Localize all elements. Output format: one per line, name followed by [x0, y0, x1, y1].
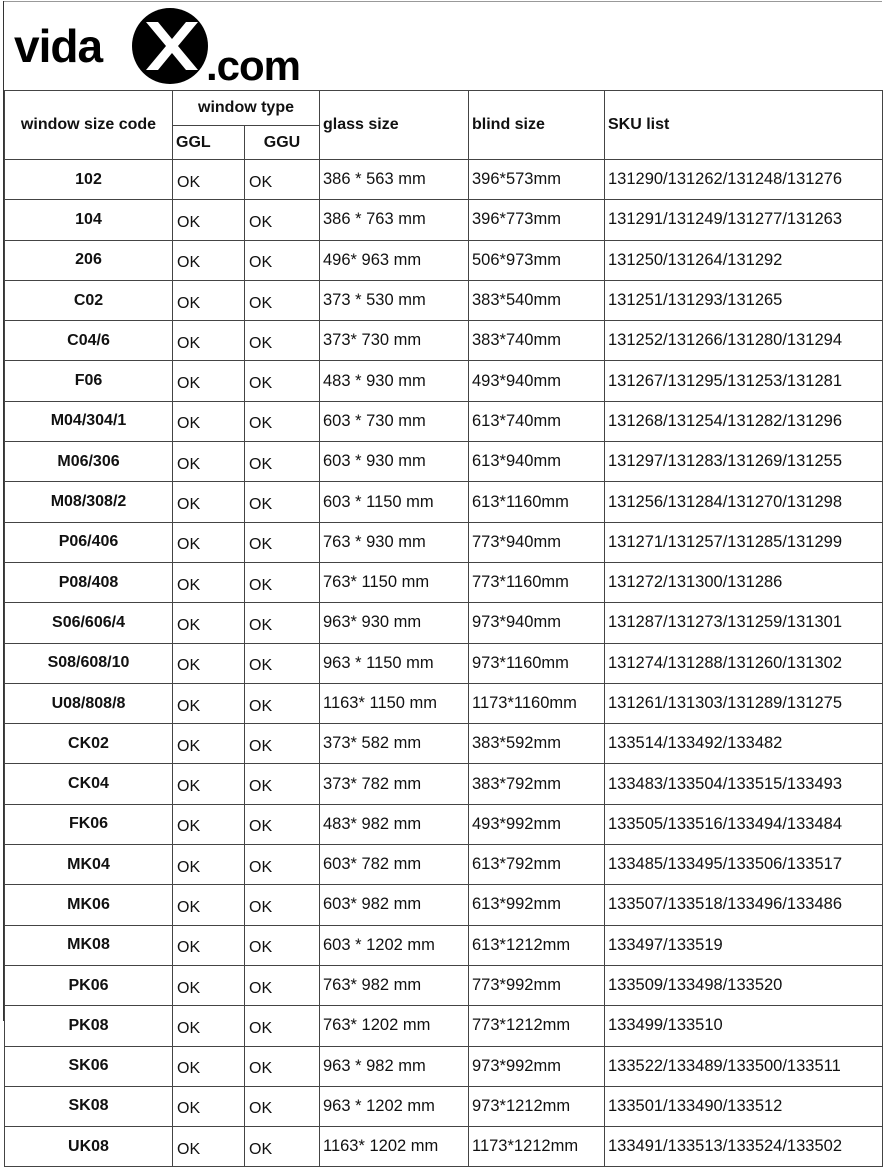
blind-size-cell: 973*1160mm — [469, 643, 605, 683]
glass-size-cell: 603 * 730 mm — [320, 401, 469, 441]
window-size-code-cell: PK06 — [5, 965, 173, 1005]
blind-size-cell: 973*940mm — [469, 603, 605, 643]
window-size-code-cell: 206 — [5, 240, 173, 280]
ggu-cell: OK — [245, 1046, 320, 1086]
blind-size-cell: 506*973mm — [469, 240, 605, 280]
window-size-code-cell: U08/808/8 — [5, 683, 173, 723]
sku-list-cell: 133501/133490/133512 — [605, 1086, 883, 1126]
ggl-cell: OK — [173, 280, 245, 320]
ggu-cell: OK — [245, 885, 320, 925]
blind-size-cell: 1173*1160mm — [469, 683, 605, 723]
window-size-code-cell: UK08 — [5, 1127, 173, 1167]
ggl-cell: OK — [173, 1006, 245, 1046]
table-row — [5, 603, 883, 643]
ggl-cell: OK — [173, 361, 245, 401]
table-row — [5, 401, 883, 441]
window-size-code-cell: S06/606/4 — [5, 603, 173, 643]
ggl-cell: OK — [173, 321, 245, 361]
glass-size-cell: 963 * 1150 mm — [320, 643, 469, 683]
sku-list-cell: 133509/133498/133520 — [605, 965, 883, 1005]
sku-list-cell: 133491/133513/133524/133502 — [605, 1127, 883, 1167]
ggl-cell: OK — [173, 683, 245, 723]
window-size-code-cell: S08/608/10 — [5, 643, 173, 683]
ggu-cell: OK — [245, 482, 320, 522]
ggl-cell: OK — [173, 603, 245, 643]
vidaxl-logo — [14, 6, 324, 86]
glass-size-cell: 603* 982 mm — [320, 885, 469, 925]
blind-size-cell: 973*992mm — [469, 1046, 605, 1086]
blind-size-cell: 613*1212mm — [469, 925, 605, 965]
table-row — [5, 885, 883, 925]
ggu-cell: OK — [245, 280, 320, 320]
sku-list-cell: 131261/131303/131289/131275 — [605, 683, 883, 723]
window-size-code-cell: FK06 — [5, 804, 173, 844]
ggu-cell: OK — [245, 401, 320, 441]
blind-size-cell: 383*740mm — [469, 321, 605, 361]
blind-size-cell: 613*992mm — [469, 885, 605, 925]
ggl-cell: OK — [173, 401, 245, 441]
ggu-cell: OK — [245, 321, 320, 361]
glass-size-cell: 373* 582 mm — [320, 724, 469, 764]
blind-size-cell: 613*792mm — [469, 845, 605, 885]
glass-size-cell: 1163* 1202 mm — [320, 1127, 469, 1167]
glass-size-cell: 386 * 563 mm — [320, 160, 469, 200]
ggl-cell: OK — [173, 764, 245, 804]
sku-list-cell: 133505/133516/133494/133484 — [605, 804, 883, 844]
glass-size-cell: 763* 1150 mm — [320, 562, 469, 602]
header-window-size-code: window size code — [5, 91, 173, 160]
vidaxl-logo-graphic — [14, 6, 324, 86]
sku-list-cell: 133522/133489/133500/133511 — [605, 1046, 883, 1086]
sku-list-cell: 133485/133495/133506/133517 — [605, 845, 883, 885]
ggl-cell: OK — [173, 885, 245, 925]
sku-list-cell: 133507/133518/133496/133486 — [605, 885, 883, 925]
ggu-cell: OK — [245, 442, 320, 482]
table-row — [5, 1006, 883, 1046]
table-row — [5, 683, 883, 723]
table-row — [5, 482, 883, 522]
sku-list-cell: 131267/131295/131253/131281 — [605, 361, 883, 401]
blind-size-cell: 383*540mm — [469, 280, 605, 320]
table-row — [5, 361, 883, 401]
glass-size-cell: 373 * 530 mm — [320, 280, 469, 320]
window-size-code-cell: SK08 — [5, 1086, 173, 1126]
window-size-code-cell: CK02 — [5, 724, 173, 764]
blind-size-cell: 773*992mm — [469, 965, 605, 1005]
ggl-cell: OK — [173, 442, 245, 482]
glass-size-cell: 763* 1202 mm — [320, 1006, 469, 1046]
ggl-cell: OK — [173, 482, 245, 522]
ggl-cell: OK — [173, 160, 245, 200]
sku-list-cell: 131274/131288/131260/131302 — [605, 643, 883, 683]
header-sku-list: SKU list — [605, 91, 883, 160]
table-row — [5, 1086, 883, 1126]
spec-sheet — [3, 1, 882, 1158]
ggl-cell: OK — [173, 925, 245, 965]
table-body — [5, 160, 883, 1167]
sku-list-cell: 133483/133504/133515/133493 — [605, 764, 883, 804]
ggu-cell: OK — [245, 1086, 320, 1126]
ggu-cell: OK — [245, 1127, 320, 1167]
ggl-cell: OK — [173, 562, 245, 602]
table-row — [5, 562, 883, 602]
table-row — [5, 965, 883, 1005]
blind-size-cell: 396*773mm — [469, 200, 605, 240]
blind-size-cell: 1173*1212mm — [469, 1127, 605, 1167]
window-size-code-cell: PK08 — [5, 1006, 173, 1046]
svg-text:vida: vida — [14, 20, 103, 72]
window-size-code-cell: 104 — [5, 200, 173, 240]
sku-list-cell: 131251/131293/131265 — [605, 280, 883, 320]
glass-size-cell: 603* 782 mm — [320, 845, 469, 885]
table-row — [5, 764, 883, 804]
header-ggl: GGL — [173, 126, 245, 160]
sku-list-cell: 133514/133492/133482 — [605, 724, 883, 764]
ggu-cell: OK — [245, 683, 320, 723]
blind-size-cell: 613*1160mm — [469, 482, 605, 522]
glass-size-cell: 373* 730 mm — [320, 321, 469, 361]
sku-list-cell: 131256/131284/131270/131298 — [605, 482, 883, 522]
svg-text:.com: .com — [206, 42, 301, 86]
ggu-cell: OK — [245, 643, 320, 683]
ggl-cell: OK — [173, 643, 245, 683]
sku-list-cell: 131268/131254/131282/131296 — [605, 401, 883, 441]
table-row — [5, 200, 883, 240]
sku-list-cell: 131297/131283/131269/131255 — [605, 442, 883, 482]
table-row — [5, 160, 883, 200]
blind-size-cell: 493*992mm — [469, 804, 605, 844]
ggu-cell: OK — [245, 200, 320, 240]
ggu-cell: OK — [245, 361, 320, 401]
ggu-cell: OK — [245, 562, 320, 602]
window-blind-table — [4, 90, 883, 1167]
glass-size-cell: 496* 963 mm — [320, 240, 469, 280]
sku-list-cell: 131291/131249/131277/131263 — [605, 200, 883, 240]
window-size-code-cell: 102 — [5, 160, 173, 200]
window-size-code-cell: CK04 — [5, 764, 173, 804]
window-size-code-cell: MK04 — [5, 845, 173, 885]
blind-size-cell: 613*740mm — [469, 401, 605, 441]
window-size-code-cell: M08/308/2 — [5, 482, 173, 522]
glass-size-cell: 763 * 930 mm — [320, 522, 469, 562]
table-row — [5, 280, 883, 320]
table-row — [5, 1127, 883, 1167]
glass-size-cell: 386 * 763 mm — [320, 200, 469, 240]
sku-list-cell: 131252/131266/131280/131294 — [605, 321, 883, 361]
window-size-code-cell: M04/304/1 — [5, 401, 173, 441]
glass-size-cell: 603 * 1202 mm — [320, 925, 469, 965]
window-size-code-cell: P08/408 — [5, 562, 173, 602]
ggl-cell: OK — [173, 200, 245, 240]
sku-list-cell: 133499/133510 — [605, 1006, 883, 1046]
window-size-code-cell: C02 — [5, 280, 173, 320]
header-ggu: GGU — [245, 126, 320, 160]
glass-size-cell: 1163* 1150 mm — [320, 683, 469, 723]
blind-size-cell: 383*592mm — [469, 724, 605, 764]
ggl-cell: OK — [173, 965, 245, 1005]
sku-list-cell: 131271/131257/131285/131299 — [605, 522, 883, 562]
ggl-cell: OK — [173, 804, 245, 844]
glass-size-cell: 603 * 1150 mm — [320, 482, 469, 522]
window-size-code-cell: SK06 — [5, 1046, 173, 1086]
ggu-cell: OK — [245, 240, 320, 280]
glass-size-cell: 373* 782 mm — [320, 764, 469, 804]
blind-size-cell: 493*940mm — [469, 361, 605, 401]
sku-list-cell: 131287/131273/131259/131301 — [605, 603, 883, 643]
table-row — [5, 845, 883, 885]
table-row — [5, 1046, 883, 1086]
ggu-cell: OK — [245, 160, 320, 200]
table-row — [5, 240, 883, 280]
glass-size-cell: 483* 982 mm — [320, 804, 469, 844]
ggu-cell: OK — [245, 522, 320, 562]
blind-size-cell: 396*573mm — [469, 160, 605, 200]
sku-list-cell: 131250/131264/131292 — [605, 240, 883, 280]
blind-size-cell: 973*1212mm — [469, 1086, 605, 1126]
header-window-type: window type — [173, 91, 320, 126]
table-row — [5, 321, 883, 361]
table-row — [5, 442, 883, 482]
ggu-cell: OK — [245, 804, 320, 844]
ggu-cell: OK — [245, 764, 320, 804]
glass-size-cell: 603 * 930 mm — [320, 442, 469, 482]
window-size-code-cell: F06 — [5, 361, 173, 401]
header-blind-size: blind size — [469, 91, 605, 160]
window-size-code-cell: MK08 — [5, 925, 173, 965]
window-size-code-cell: P06/406 — [5, 522, 173, 562]
ggl-cell: OK — [173, 522, 245, 562]
window-size-code-cell: MK06 — [5, 885, 173, 925]
table-row — [5, 643, 883, 683]
glass-size-cell: 483 * 930 mm — [320, 361, 469, 401]
ggl-cell: OK — [173, 724, 245, 764]
table-row — [5, 522, 883, 562]
ggl-cell: OK — [173, 1086, 245, 1126]
ggl-cell: OK — [173, 845, 245, 885]
ggu-cell: OK — [245, 845, 320, 885]
glass-size-cell: 963 * 1202 mm — [320, 1086, 469, 1126]
window-size-code-cell: C04/6 — [5, 321, 173, 361]
ggl-cell: OK — [173, 1127, 245, 1167]
ggl-cell: OK — [173, 240, 245, 280]
glass-size-cell: 963 * 982 mm — [320, 1046, 469, 1086]
table-row — [5, 724, 883, 764]
sku-list-cell: 131272/131300/131286 — [605, 562, 883, 602]
logo-row — [4, 1, 882, 90]
blind-size-cell: 383*792mm — [469, 764, 605, 804]
blind-size-cell: 773*940mm — [469, 522, 605, 562]
sku-list-cell: 133497/133519 — [605, 925, 883, 965]
ggu-cell: OK — [245, 965, 320, 1005]
blind-size-cell: 773*1212mm — [469, 1006, 605, 1046]
glass-size-cell: 763* 982 mm — [320, 965, 469, 1005]
ggu-cell: OK — [245, 603, 320, 643]
table-row — [5, 925, 883, 965]
blind-size-cell: 613*940mm — [469, 442, 605, 482]
ggu-cell: OK — [245, 724, 320, 764]
glass-size-cell: 963* 930 mm — [320, 603, 469, 643]
window-size-code-cell: M06/306 — [5, 442, 173, 482]
sku-list-cell: 131290/131262/131248/131276 — [605, 160, 883, 200]
blind-size-cell: 773*1160mm — [469, 562, 605, 602]
ggl-cell: OK — [173, 1046, 245, 1086]
table-row — [5, 804, 883, 844]
header-glass-size: glass size — [320, 91, 469, 160]
ggu-cell: OK — [245, 1006, 320, 1046]
ggu-cell: OK — [245, 925, 320, 965]
